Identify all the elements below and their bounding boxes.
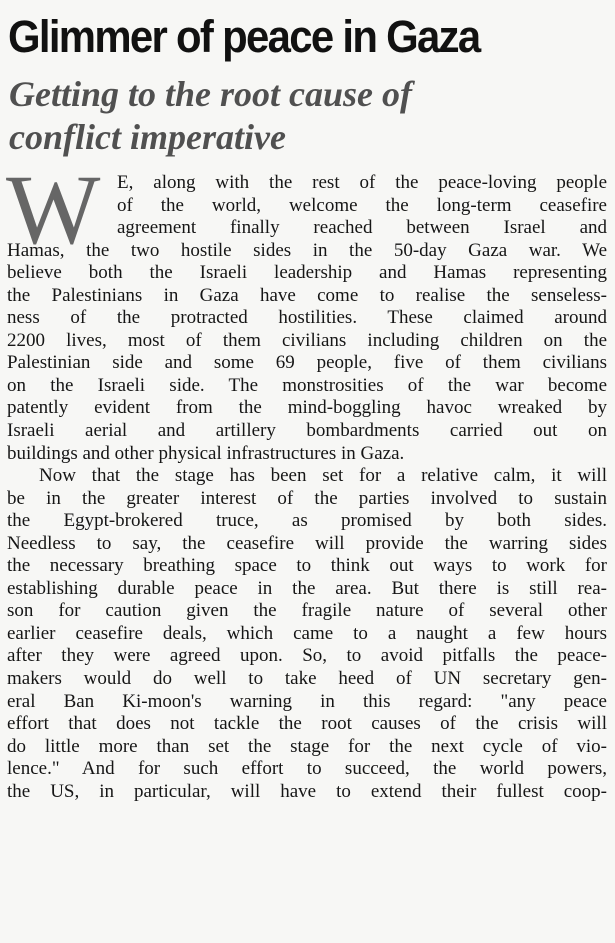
text-line: ness of the protracted hostilities. These claimed around: [7, 307, 607, 329]
subheadline-line: Getting to the root cause of: [9, 74, 412, 114]
headline: Glimmer of peace in Gaza: [8, 11, 480, 62]
text-line: be in the greater interest of the parties involved to sustain: [7, 487, 607, 509]
text-line: Israeli aerial and artillery bombardments carried out on: [7, 420, 607, 442]
subheadline: [9, 73, 599, 159]
text-line: Needless to say, the ceasefire will provide the warring sides: [7, 532, 607, 554]
drop-cap: W: [6, 154, 101, 265]
text-line: agreement finally reached between Israel and: [117, 217, 607, 239]
text-line: Hamas, the two hostile sides in the 50-day Gaza war. We: [7, 239, 607, 261]
text-line: the Palestinians in Gaza have come to realise the senseless-: [7, 284, 607, 306]
text-line: establishing durable peace in the area. But there is still rea-: [7, 577, 607, 599]
text-line: effort that does not tackle the root causes of the crisis will: [7, 713, 607, 735]
text-line: eral Ban Ki-moon's warning in this regard: "any peace: [7, 690, 607, 712]
text-line: on the Israeli side. The monstrosities of the war become: [7, 374, 607, 396]
text-line: after they were agreed upon. So, to avoid pitfalls the peace-: [7, 645, 607, 667]
text-line: believe both the Israeli leadership and Hamas representing: [7, 262, 607, 284]
text-line: do little more than set the stage for the next cycle of vio-: [7, 735, 607, 757]
text-line: 2200 lives, most of them civilians including children on the: [7, 329, 607, 351]
text-line: Now that the stage has been set for a relative calm, it will: [39, 465, 607, 487]
text-line: makers would do well to take heed of UN secretary gen-: [7, 668, 607, 690]
text-line: Palestinian side and some 69 people, five of them civilians: [7, 352, 607, 374]
paragraph-1: [7, 172, 607, 465]
text-line: patently evident from the mind-boggling havoc wreaked by: [7, 397, 607, 419]
paragraph-2: [7, 465, 607, 803]
text-line: buildings and other physical infrastructures in Gaza.: [7, 442, 405, 464]
text-line: the US, in particular, will have to extend their fullest coop-: [7, 780, 607, 802]
article-body: [7, 172, 607, 803]
text-line: the necessary breathing space to think out ways to work for: [7, 555, 607, 577]
subheadline-line: conflict imperative: [9, 117, 286, 157]
text-line: son for caution given the fragile nature of several other: [7, 600, 607, 622]
text-line: earlier ceasefire deals, which came to a naught a few hours: [7, 622, 607, 644]
text-line: the Egypt-brokered truce, as promised by both sides.: [7, 510, 607, 532]
text-line: lence." And for such effort to succeed, the world powers,: [7, 758, 607, 780]
text-line: of the world, welcome the long-term ceasefire: [117, 194, 607, 216]
text-line: E, along with the rest of the peace-loving people: [117, 172, 607, 193]
